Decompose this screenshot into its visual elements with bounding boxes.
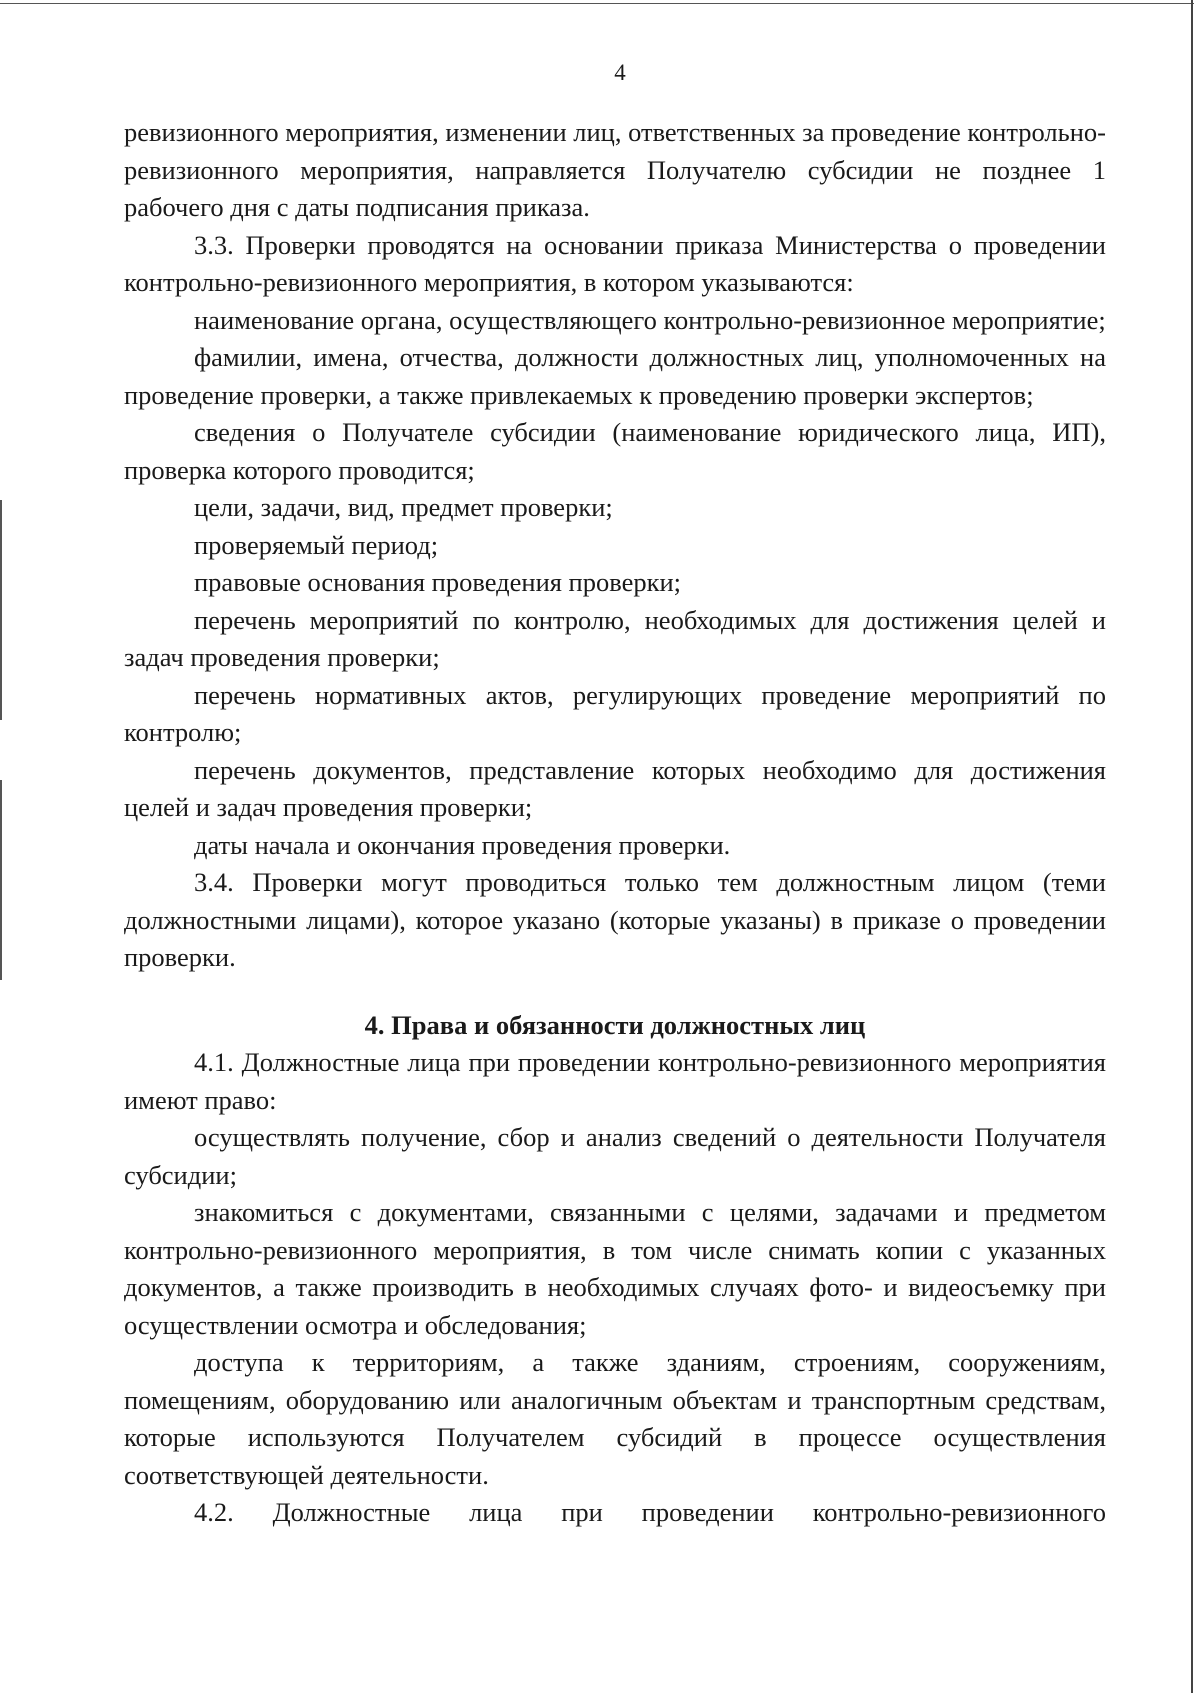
paragraph: проверяемый период;: [194, 529, 439, 560]
section-heading: 4. Права и обязанности должностных лиц: [364, 1009, 866, 1040]
scan-edge-top: [0, 3, 1194, 4]
scan-edge-left: [0, 780, 2, 980]
paragraph: ревизионного мероприятия, изменении лиц, ответственных за проведение контрольно-ревизионного мероприятия, направляется Получателю субсидии не позднее 1 рабочего дня с даты подписания приказа.: [124, 117, 1106, 222]
paragraph: сведения о Получателе субсидии (наименование юридического лица, ИП), проверка которого проводится;: [124, 417, 1106, 485]
paragraph: доступа к территориям, а также зданиям, строениям, сооружениям, помещениям, оборудованию или аналогичным объектам и транспортным средствам, которые используются Получателем субсидий в процессе осуществления соответствующей деятельности.: [124, 1347, 1106, 1490]
paragraph: перечень нормативных актов, регулирующих проведение мероприятий по контролю;: [124, 679, 1106, 747]
paragraph: осуществлять получение, сбор и анализ сведений о деятельности Получателя субсидии;: [124, 1122, 1106, 1190]
paragraph: знакомиться с документами, связанными с целями, задачами и предметом контрольно-ревизионного мероприятия, в том числе снимать копии с указанных документов, а также производить в необходимых случаях фото- и видеосъемку при осуществлении осмотра и обследования;: [124, 1197, 1106, 1340]
paragraph: цели, задачи, вид, предмет проверки;: [194, 492, 613, 522]
document-body: [124, 114, 1106, 1532]
paragraph: наименование органа, осуществляющего контрольно-ревизионное мероприятие;: [194, 304, 1106, 335]
paragraph: даты начала и окончания проведения проверки.: [194, 829, 731, 860]
paragraph: правовые основания проведения проверки;: [194, 567, 682, 597]
paragraph: фамилии, имена, отчества, должности должностных лиц, уполномоченных на проведение проверки, а также привлекаемых к проведению проверки экспертов;: [124, 342, 1106, 410]
paragraph: перечень мероприятий по контролю, необходимых для достижения целей и задач проведения проверки;: [124, 604, 1106, 672]
page-number: 4: [614, 60, 626, 85]
paragraph: 4.1. Должностные лица при проведении контрольно-ревизионного мероприятия имеют право:: [124, 1047, 1106, 1115]
scan-edge-right: [1191, 0, 1193, 1693]
paragraph: 3.3. Проверки проводятся на основании приказа Министерства о проведении контрольно-ревизионного мероприятия, в котором указываются:: [124, 229, 1106, 297]
scan-edge-left: [0, 500, 2, 720]
paragraph: 3.4. Проверки могут проводиться только тем должностным лицом (теми должностными лицами), которое указано (которые указаны) в приказе о проведении проверки.: [124, 867, 1106, 972]
paragraph: перечень документов, представление которых необходимо для достижения целей и задач проведения проверки;: [124, 754, 1106, 822]
paragraph: 4.2. Должностные лица при проведении контрольно-ревизионного: [194, 1497, 1106, 1527]
